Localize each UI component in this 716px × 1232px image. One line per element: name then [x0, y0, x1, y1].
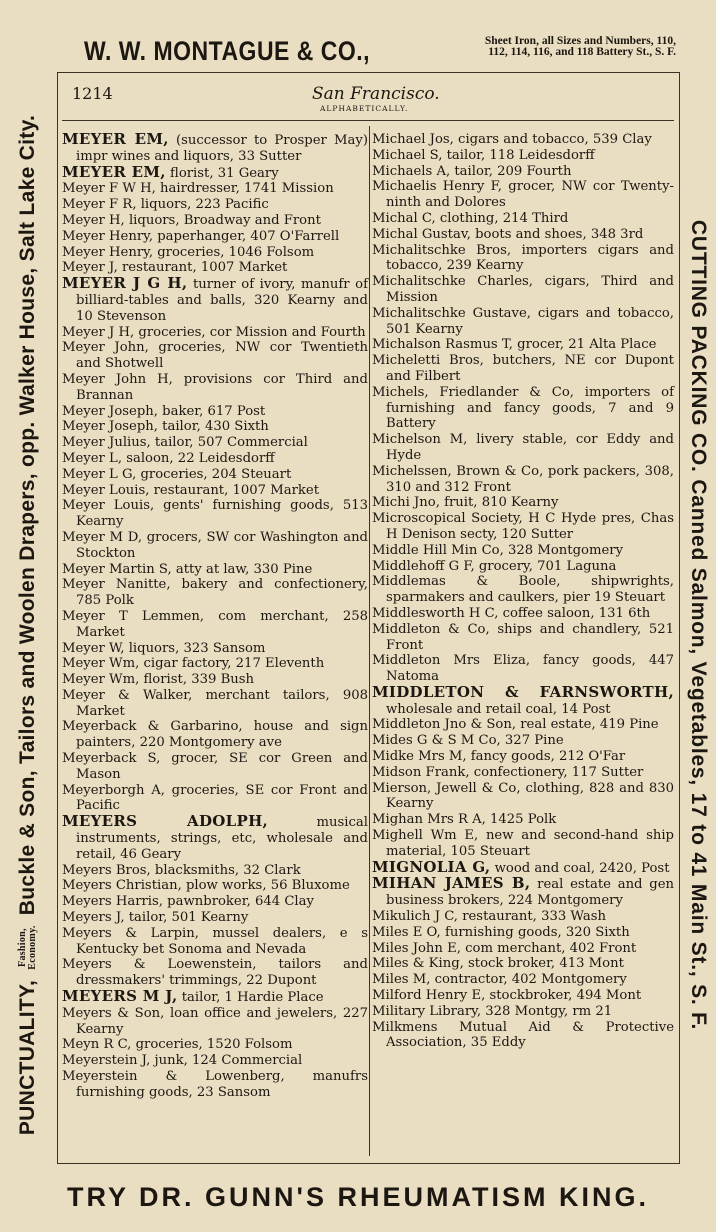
entry-text: Middlehoff G F, grocery, 701 Laguna: [372, 558, 617, 574]
entry-text: Michael S, tailor, 118 Leidesdorff: [372, 147, 595, 163]
entry-text: Michaels A, tailor, 209 Fourth: [372, 163, 572, 179]
entry-text: Meyer Nanitte, bakery and confectionery, 785 Polk: [62, 577, 368, 609]
entry-name-bold: MEYERS M J,: [62, 987, 178, 1006]
directory-entry: [62, 162, 368, 182]
entry-name-bold: MEYER J G H,: [62, 274, 188, 293]
entry-text: Michi Jno, fruit, 810 Kearny: [372, 495, 559, 511]
entry-text: Miles John E, com merchant, 402 Front: [372, 940, 637, 956]
directory-entry: [62, 577, 368, 609]
directory-entry: [62, 989, 368, 1006]
directory-entry: [372, 543, 674, 559]
directory-entry: [372, 717, 674, 733]
directory-entry: [372, 385, 674, 432]
entry-text: Meyer Louis, gents' furnishing goods, 513 Kearny: [62, 498, 368, 530]
entry-text: Meyers Christian, plow works, 56 Bluxome: [62, 878, 350, 894]
directory-entry: [62, 609, 368, 641]
directory-entry: [62, 878, 368, 894]
directory-entry: [62, 372, 368, 404]
entry-text: Michaelis Henry F, grocer, NW cor Twenty-ninth and Dolores: [372, 179, 674, 211]
directory-entry: [62, 641, 368, 657]
entry-name-bold: MIDDLETON & FARNSWORTH,: [372, 682, 674, 701]
page-number: 1214: [72, 84, 113, 103]
directory-entry: [372, 495, 674, 511]
page-title: San Francisco.: [312, 84, 440, 104]
directory-entry: [372, 353, 674, 385]
entry-text: Meyerstein & Lowenberg, manufrs furnishing goods, 23 Sansom: [62, 1069, 368, 1100]
entry-text: Meyer Joseph, baker, 617 Post: [62, 403, 266, 419]
directory-entry: [372, 925, 674, 941]
directory-entry: [62, 181, 368, 197]
top-advertisement-banner: [62, 30, 682, 70]
entry-text: Michalitschke Bros, importers cigars and tobacco, 239 Kearny: [372, 242, 674, 274]
banner-firm-name: W. W. MONTAGUE & CO.,: [84, 36, 371, 66]
entry-name-bold: MEYER EM,: [62, 130, 169, 148]
directory-entry: [372, 972, 674, 988]
directory-entry: [372, 432, 674, 464]
entry-text: Meyer L, saloon, 22 Leidesdorff: [62, 450, 275, 466]
directory-entry: [62, 404, 368, 420]
directory-entry: [62, 1053, 368, 1069]
directory-entry: [372, 812, 674, 828]
directory-entry: [372, 148, 674, 164]
entry-text: Meyers & Loewenstein, tailors and dressmakers' trimmings, 22 Dupont: [62, 957, 368, 989]
entry-text: tailor, 1 Hardie Place: [177, 990, 324, 1006]
left-margin-text: [16, 115, 40, 1135]
entry-text: Meyers Harris, pawnbroker, 644 Clay: [62, 894, 314, 910]
bottom-advertisement-banner: TRY DR. GUNN'S RHEUMATISM KING.: [67, 1182, 649, 1212]
entry-text: Meyer Henry, paperhanger, 407 O'Farrell: [62, 228, 340, 244]
entry-name-bold: MEYER EM,: [62, 162, 166, 181]
entry-text: Michalitschke Gustave, cigars and tobacco, 501 Kearny: [372, 305, 674, 337]
directory-entry: [372, 622, 674, 654]
entry-name-bold: MIHAN JAMES B,: [372, 874, 531, 893]
directory-entry: [372, 606, 674, 622]
entry-text: Meyerback S, grocer, SE cor Green and Mason: [62, 751, 368, 782]
header-rule: [62, 120, 674, 121]
directory-entry: [372, 211, 674, 227]
directory-entry: [372, 511, 674, 543]
entry-text: Michalson Rasmus T, grocer, 21 Alta Place: [372, 337, 657, 353]
directory-entry: [62, 197, 368, 213]
entry-name-bold: MEYERS ADOLPH,: [62, 812, 269, 831]
directory-entry: [62, 910, 368, 926]
left-margin-advertisement: [2, 80, 54, 1170]
entry-text: Meyer T Lemmen, com merchant, 258 Market: [62, 608, 368, 640]
directory-entry: [372, 243, 674, 275]
left-column: [62, 132, 368, 1101]
directory-entry: [62, 751, 368, 783]
entry-text: Middlemas & Boole, shipwrights, sparmakers and caulkers, pier 19 Steuart: [372, 574, 674, 606]
directory-entry: [62, 894, 368, 910]
entry-text: Mierson, Jewell & Co, clothing, 828 and 830 Kearny: [372, 780, 674, 812]
entry-text: Middleton Mrs Eliza, fancy goods, 447 Natoma: [372, 653, 674, 685]
entry-text: Military Library, 328 Montgy, rm 21: [372, 1003, 613, 1019]
entry-text: Mighell Wm E, new and second-hand ship material, 105 Steuart: [372, 828, 674, 859]
entry-text: wholesale and retail coal, 14 Post: [386, 701, 611, 717]
directory-entry: [62, 340, 368, 372]
directory-entry: [62, 483, 368, 499]
directory-entry: [62, 783, 368, 815]
entry-text: florist, 31 Geary: [165, 165, 279, 181]
entry-text: Michels, Friedlander & Co, importers of furnishing and fancy goods, 7 and 9 Battery: [372, 384, 674, 432]
entry-text: Meyer M D, grocers, SW cor Washington and Stockton: [62, 529, 368, 561]
entry-text: Meyer John H, provisions cor Third and Brannan: [62, 371, 368, 403]
directory-entry: [62, 498, 368, 530]
entry-text: Meyers & Son, loan office and jewelers, 227 Kearny: [62, 1005, 368, 1037]
right-margin-advertisement: [680, 80, 716, 1170]
directory-entry: [62, 213, 368, 229]
directory-entry: [372, 956, 674, 972]
directory-entry: [62, 132, 368, 165]
directory-entry: [62, 957, 368, 989]
entry-text: Middlesworth H C, coffee saloon, 131 6th: [372, 605, 651, 621]
directory-entry: [62, 276, 368, 324]
left-margin-fashion: Fashion,: [17, 928, 29, 967]
entry-text: Meyers Bros, blacksmiths, 32 Clark: [62, 862, 301, 878]
entry-text: Midke Mrs M, fancy goods, 212 O'Far: [372, 749, 626, 765]
entry-text: Miles E O, furnishing goods, 320 Sixth: [372, 924, 630, 940]
entry-text: Meyer J, restaurant, 1007 Market: [62, 260, 288, 276]
entry-text: Mighan Mrs R A, 1425 Polk: [372, 812, 557, 828]
directory-entry: [62, 656, 368, 672]
entry-text: Miles M, contractor, 402 Montgomery: [372, 972, 627, 988]
directory-entry: [372, 132, 674, 148]
entry-text: Micheletti Bros, butchers, NE cor Dupont and Filbert: [372, 353, 674, 384]
entry-text: real estate and gen business brokers, 224 Montgomery: [386, 877, 674, 909]
directory-entry: [372, 337, 674, 353]
column-divider: [369, 126, 370, 1156]
entry-text: Michael Jos, cigars and tobacco, 539 Clay: [372, 132, 652, 147]
page-subtitle: ALPHABETICALLY.: [320, 104, 409, 113]
directory-entry: [62, 419, 368, 435]
directory-entry: [372, 306, 674, 338]
banner-ad-text: [346, 36, 676, 58]
banner-ad-line-1: Sheet Iron, all Sizes and Numbers, 110,: [484, 35, 676, 47]
directory-entry: [62, 672, 368, 688]
directory-entry: [372, 164, 674, 180]
directory-entry: [372, 574, 674, 606]
directory-entry: [372, 781, 674, 813]
entry-text: (successor to Prosper May) impr wines and liquors, 33 Sutter: [76, 133, 368, 164]
page-header: [72, 84, 672, 113]
directory-entry: [62, 863, 368, 879]
entry-text: Michelson M, livery stable, cor Eddy and Hyde: [372, 432, 674, 463]
directory-entry: [62, 229, 368, 245]
directory-entry: [62, 1037, 368, 1053]
directory-entry: [372, 179, 674, 211]
entry-text: Meyer Martin S, atty at law, 330 Pine: [62, 561, 313, 577]
directory-entry: [372, 941, 674, 957]
entry-text: Milford Henry E, stockbroker, 494 Mont: [372, 988, 642, 1004]
directory-entry: [372, 682, 674, 718]
directory-entry: [62, 814, 368, 862]
directory-entry: [62, 688, 368, 720]
directory-entry: [62, 1006, 368, 1038]
directory-entry: [62, 325, 368, 341]
entry-text: Meyer Henry, groceries, 1046 Folsom: [62, 244, 315, 260]
directory-entry: [62, 719, 368, 751]
entry-text: Middleton Jno & Son, real estate, 419 Pine: [372, 717, 659, 733]
entry-text: turner of ivory, manufr of billiard-tables and balls, 320 Kearny and 10 Stevenson: [76, 277, 368, 324]
directory-entry: [372, 559, 674, 575]
entry-text: Meyerstein J, junk, 124 Commercial: [62, 1053, 303, 1069]
directory-entry: [62, 435, 368, 451]
entry-text: Meyer Julius, tailor, 507 Commercial: [62, 435, 308, 451]
directory-entry: [372, 876, 674, 909]
directory-entry: [62, 245, 368, 261]
entry-text: Michal C, clothing, 214 Third: [372, 210, 569, 226]
directory-entry: [372, 653, 674, 685]
directory-entry: [372, 464, 674, 496]
entry-text: Meyer Wm, cigar factory, 217 Eleventh: [62, 656, 325, 672]
directory-entry: [62, 1069, 368, 1101]
entry-text: musical instruments, strings, etc, wholesale and retail, 46 Geary: [76, 815, 368, 862]
entry-text: wood and coal, 2420, Post: [490, 860, 670, 876]
entry-text: Meyer W, liquors, 323 Sansom: [62, 640, 266, 656]
entry-text: Meyers J, tailor, 501 Kearny: [62, 910, 249, 926]
entry-text: Microscopical Society, H C Hyde pres, Chas H Denison secty, 120 Sutter: [372, 511, 674, 542]
directory-entry: [372, 988, 674, 1004]
left-margin-small-text: [18, 925, 38, 969]
directory-entry: [372, 909, 674, 925]
entry-text: Mikulich J C, restaurant, 333 Wash: [372, 909, 606, 925]
left-margin-part-2: Buckle & Son, Tailors and Woolen Drapers, opp. Walker House, Salt Lake City.: [16, 114, 39, 916]
entry-text: Meyer Joseph, tailor, 430 Sixth: [62, 419, 269, 435]
entry-text: Michalitschke Charles, cigars, Third and Mission: [372, 274, 674, 305]
left-margin-part-1: PUNCTUALITY,: [16, 979, 39, 1136]
entry-text: Meyn R C, groceries, 1520 Folsom: [62, 1037, 293, 1053]
directory-entry: [372, 828, 674, 860]
directory-entry: [62, 926, 368, 958]
entry-text: Meyerborgh A, groceries, SE cor Front and Pacific: [62, 782, 368, 814]
entry-text: Michelssen, Brown & Co, pork packers, 308, 310 and 312 Front: [372, 463, 674, 495]
entry-text: Middle Hill Min Co, 328 Montgomery: [372, 542, 624, 558]
entry-text: Michal Gustav, boots and shoes, 348 3rd: [372, 226, 644, 242]
entry-text: Meyers & Larpin, mussel dealers, e s Kentucky bet Sonoma and Nevada: [62, 925, 368, 957]
entry-text: Meyer & Walker, merchant tailors, 908 Market: [62, 687, 368, 719]
directory-entry: [372, 1020, 674, 1052]
directory-entry: [372, 749, 674, 765]
right-margin-text: CUTTING PACKING CO. Canned Salmon, Vegetables, 17 to 41 Main St., S. F.: [687, 219, 710, 1031]
left-margin-economy: Economy.: [27, 925, 39, 970]
directory-entry: [62, 562, 368, 578]
directory-entry: [62, 451, 368, 467]
entry-text: Middleton & Co, ships and chandlery, 521 Front: [372, 621, 674, 653]
entry-text: Meyer John, groceries, NW cor Twentieth and Shotwell: [62, 340, 368, 372]
entry-text: Midson Frank, confectionery, 117 Sutter: [372, 764, 644, 780]
entry-name-bold: MIGNOLIA G,: [372, 857, 491, 876]
entry-text: Milkmens Mutual Aid & Protective Association, 35 Eddy: [372, 1019, 674, 1051]
entry-text: Meyer F R, liquors, 223 Pacific: [62, 197, 269, 213]
entry-text: Meyer L G, groceries, 204 Steuart: [62, 466, 292, 482]
banner-ad-line-2: 112, 114, 116, and 118 Battery St., S. F.: [488, 46, 676, 58]
directory-entry: [372, 1004, 674, 1020]
entry-text: Meyer Louis, restaurant, 1007 Market: [62, 482, 320, 498]
entry-text: Meyer F W H, hairdresser, 1741 Mission: [62, 181, 334, 197]
directory-entry: [372, 274, 674, 306]
directory-entry: [372, 733, 674, 749]
directory-entry: [372, 765, 674, 781]
entry-text: Meyer J H, groceries, cor Mission and Fourth: [62, 324, 366, 340]
entry-text: Meyerback & Garbarino, house and sign painters, 220 Montgomery ave: [62, 719, 368, 751]
directory-entry: [372, 227, 674, 243]
entry-text: Miles & King, stock broker, 413 Mont: [372, 956, 624, 972]
entry-text: Meyer H, liquors, Broadway and Front: [62, 212, 321, 228]
right-column: [372, 132, 674, 1051]
entry-text: Meyer Wm, florist, 339 Bush: [62, 672, 255, 688]
directory-entry: [62, 467, 368, 483]
directory-entry: [62, 530, 368, 562]
entry-text: Mides G & S M Co, 327 Pine: [372, 733, 564, 749]
